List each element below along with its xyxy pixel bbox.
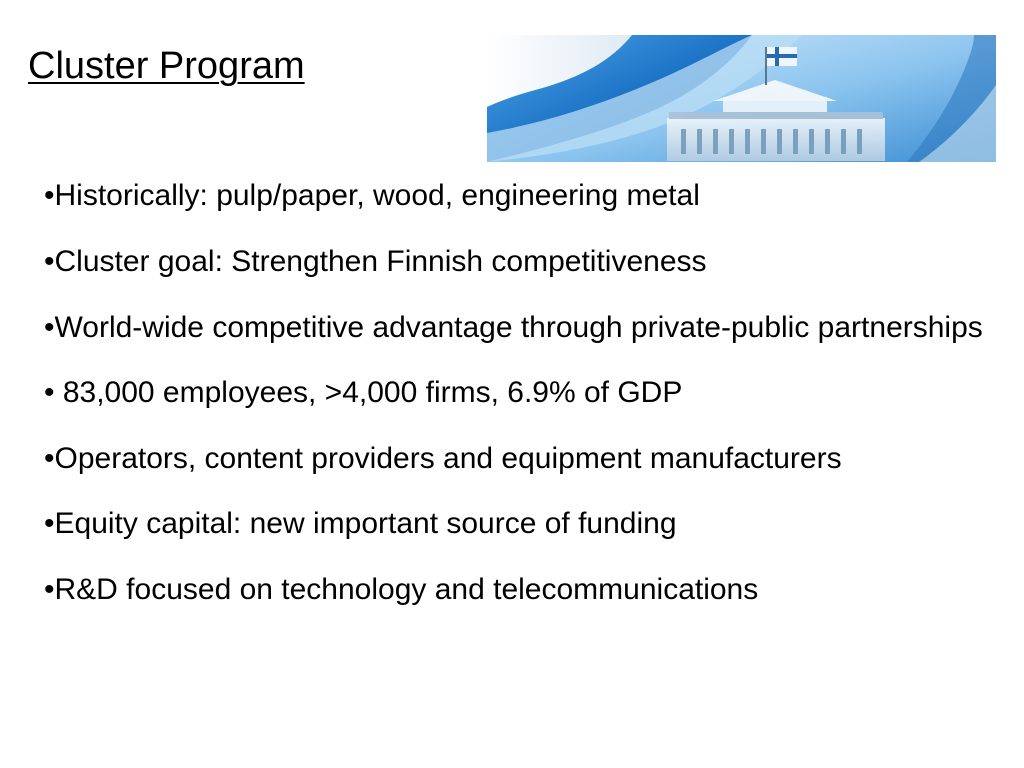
bullet-item-operators: •Operators, content providers and equipment manufacturers [44,442,842,475]
banner-photo [487,35,996,162]
bullet-item-competitive-advantage: •World-wide competitive advantage through private-public partnerships [44,311,983,344]
bullet-item-historically: •Historically: pulp/paper, wood, engineering metal [44,179,700,212]
banner-image [487,35,996,162]
bullet-item-equity-capital: •Equity capital: new important source of funding [44,507,677,540]
bullet-item-employees-firms-gdp: • 83,000 employees, >4,000 firms, 6.9% of GDP [44,376,683,409]
bullet-item-rd-focus: •R&D focused on technology and telecommunications [44,573,759,606]
bullet-item-cluster-goal: •Cluster goal: Strengthen Finnish competitiveness [44,245,707,278]
slide-title: Cluster Program [28,45,305,87]
bullet-list [44,174,984,634]
